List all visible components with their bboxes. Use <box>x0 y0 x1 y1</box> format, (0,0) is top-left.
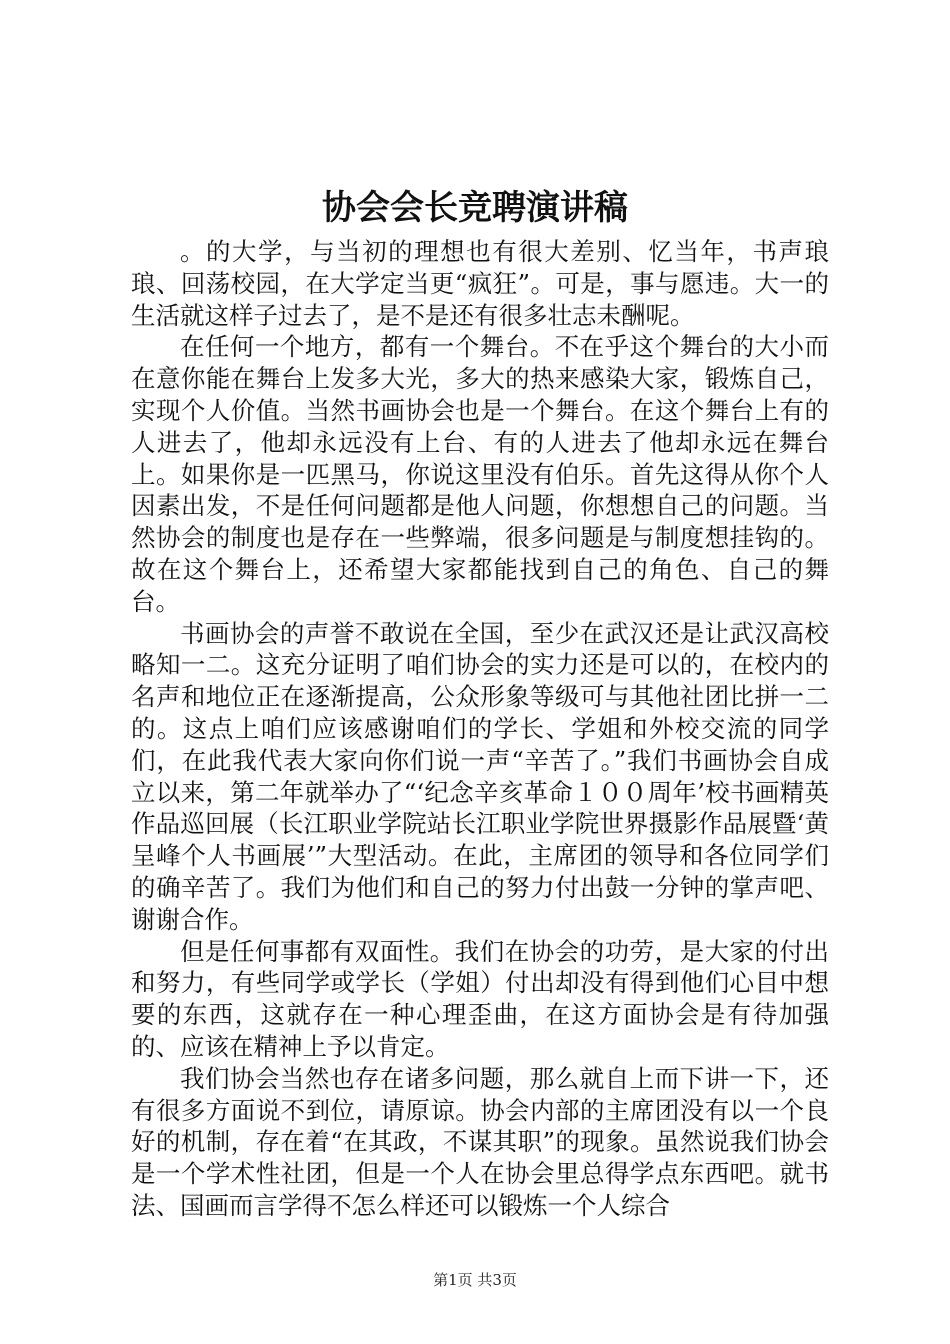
paragraph: 我们协会当然也存在诸多问题，那么就自上而下讲一下，还有很多方面说不到位，请原谅。协会内部的主席团没有以一个良好的机制，存在着“在其政，不谋其职”的现象。虽然说我们协会是一个学术性社团，但是一个人在协会里总得学点东西吧。就书法、国画而言学得不怎么样还可以锻炼一个人综合 <box>131 1063 829 1220</box>
paragraph: 在任何一个地方，都有一个舞台。不在乎这个舞台的大小而在意你能在舞台上发多大光，多大的热来感染大家，锻炼自己，实现个人价值。当然书画协会也是一个舞台。在这个舞台上有的人进去了，他却永远没有上台、有的人进去了他却永远在舞台上。如果你是一匹黑马，你说这里没有伯乐。首先这得从你个人因素出发，不是任何问题都是他人问题，你想想自己的问题。当然协会的制度也是存在一些弊端，很多问题是与制度想挂钩的。故在这个舞台上，还希望大家都能找到自己的角色、自己的舞台。 <box>131 332 829 616</box>
paragraph: 书画协会的声誉不敢说在全国，至少在武汉还是让武汉高校略知一二。这充分证明了咱们协会的实力还是可以的，在校内的名声和地位正在逐渐提高，公众形象等级可与其他社团比拼一二的。这点上咱们应该感谢咱们的学长、学姐和外校交流的同学们，在此我代表大家向你们说一声“辛苦了。”我们书画协会自成立以来，第二年就举办了“‘纪念辛亥革命１００周年’校书画精英作品巡回展（长江职业学院站长江职业学院世界摄影作品展暨‘黄呈峰个人书画展’”大型活动。在此，主席团的领导和各位同学们的确辛苦了。我们为他们和自己的努力付出鼓一分钟的掌声吧、谢谢合作。 <box>131 618 829 934</box>
document-body <box>131 236 829 1222</box>
page-footer: 第1页 共3页 <box>433 1271 517 1289</box>
document-title: 协会会长竞聘演讲稿 <box>322 188 628 228</box>
paragraph: 但是任何事都有双面性。我们在协会的功劳，是大家的付出和努力，有些同学或学长（学姐）付出却没有得到他们心目中想要的东西，这就存在一种心理歪曲，在这方面协会是有待加强的、应该在精神上予以肯定。 <box>131 936 829 1061</box>
paragraph: 。的大学，与当初的理想也有很大差别、忆当年，书声琅琅、回荡校园，在大学定当更“疯狂”。可是，事与愿违。大一的生活就这样子过去了，是不是还有很多壮志未酬呢。 <box>131 237 829 330</box>
